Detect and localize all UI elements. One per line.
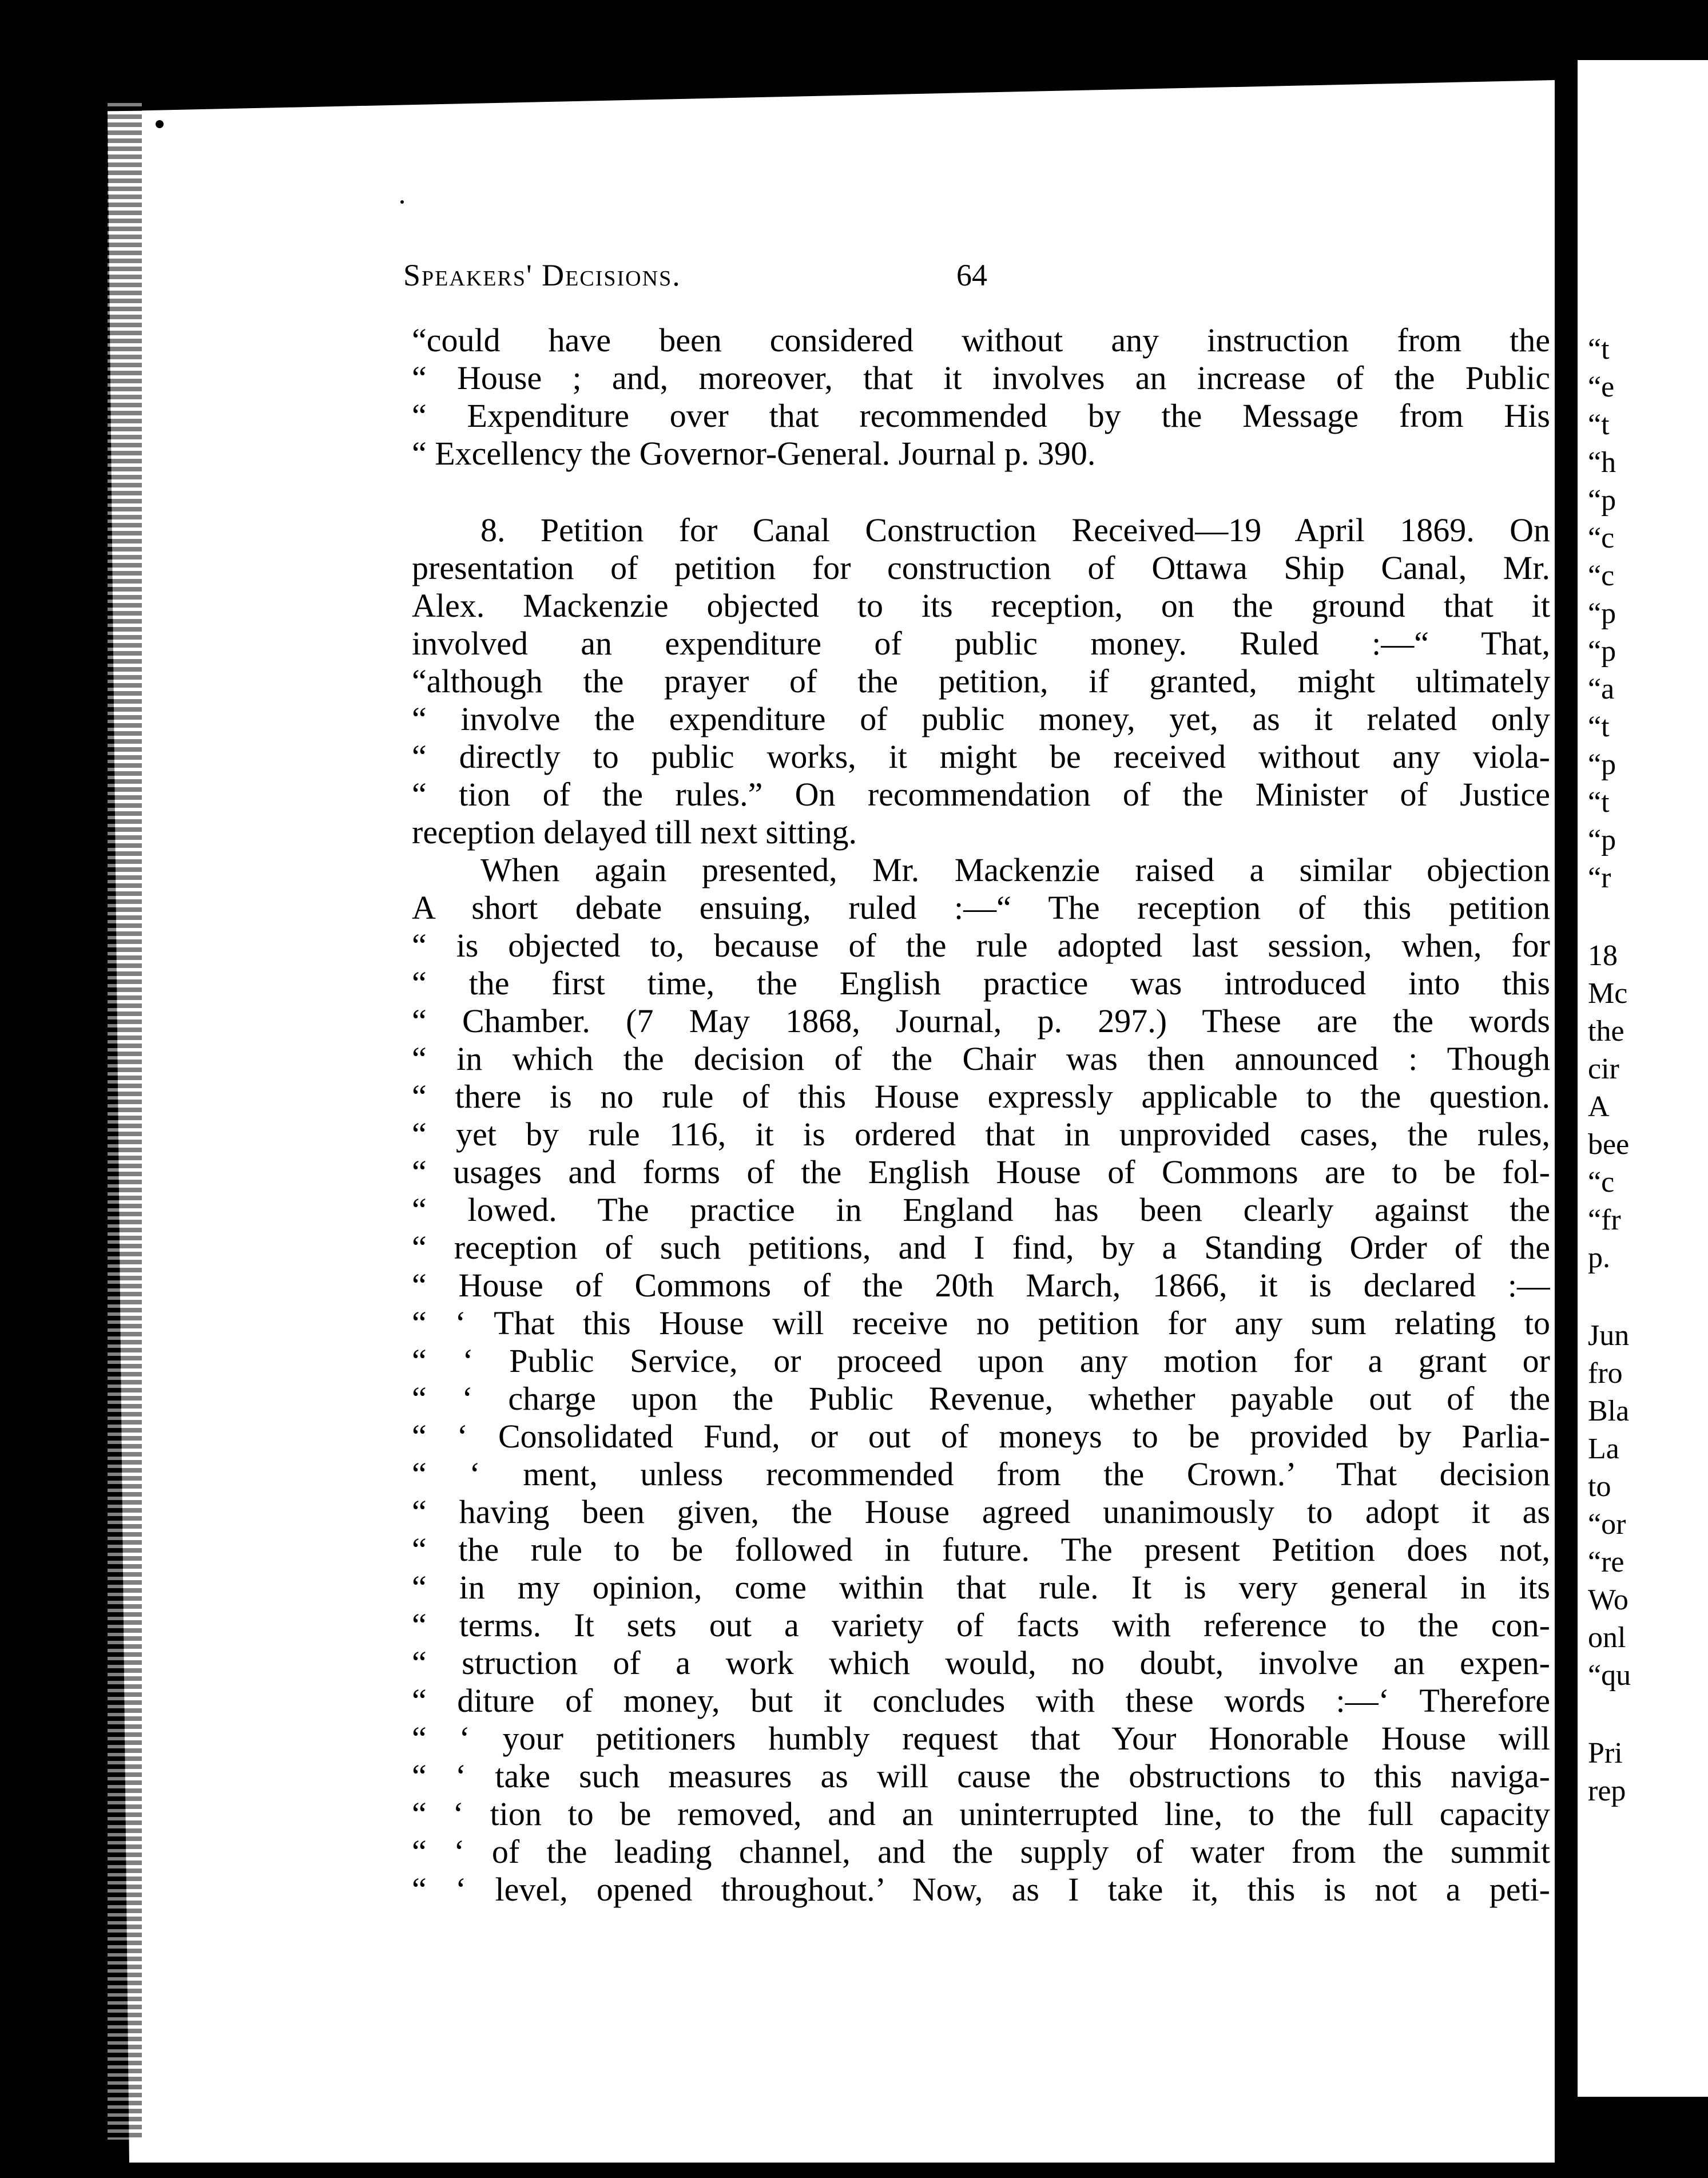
text-line: Alex. Mackenzie objected to its reception, on the ground that it	[412, 587, 1550, 624]
adjacent-page-fragment: “c	[1588, 1166, 1615, 1199]
page-title: Speakers' Decisions.	[403, 258, 681, 292]
adjacent-page-fragment: “p	[1588, 635, 1616, 668]
text-line: “ usages and forms of the English House of Commons are to be fol-	[412, 1153, 1550, 1191]
adjacent-page-fragment: “p	[1588, 597, 1616, 630]
text-line: “ ‘ Public Service, or proceed upon any motion for a grant or	[412, 1342, 1550, 1379]
adjacent-page-fragment: “p	[1588, 748, 1616, 781]
text-line: “ Chamber. (7 May 1868, Journal, p. 297.) These are the words	[412, 1002, 1550, 1040]
adjacent-page-fragment: p.	[1588, 1241, 1610, 1274]
adjacent-page-fragment: “c	[1588, 560, 1615, 592]
text-line: “ is objected to, because of the rule adopted last session, when, for	[412, 927, 1550, 964]
adjacent-page-fragment: “or	[1588, 1508, 1626, 1541]
text-line: “ in which the decision of the Chair was then announced : Though	[412, 1040, 1550, 1077]
ink-speck	[887, 85, 891, 89]
adjacent-page-fragment: Wo	[1588, 1584, 1628, 1616]
adjacent-page-fragment: onl	[1588, 1621, 1626, 1654]
text-line: “ terms. It sets out a variety of facts with reference to the con-	[412, 1606, 1550, 1644]
gutter	[1555, 60, 1578, 2178]
text-line: “ ‘ take such measures as will cause the obstructions to this naviga-	[412, 1758, 1550, 1795]
text-line: A short debate ensuing, ruled :—“ The reception of this petition	[412, 889, 1550, 926]
adjacent-page-fragment: “a	[1588, 673, 1615, 705]
text-line: “ ‘ tion to be removed, and an uninterrupted line, to the full capacity	[412, 1795, 1550, 1832]
adjacent-page-fragment: “e	[1588, 371, 1615, 403]
text-line: “ diture of money, but it concludes with these words :—‘ Therefore	[412, 1682, 1550, 1719]
adjacent-page-fragment: “t	[1588, 408, 1610, 441]
adjacent-page-fragment: Jun	[1588, 1319, 1630, 1352]
text-line: “ Excellency the Governor-General. Journal p. 390.	[412, 435, 1096, 472]
ink-speck	[400, 200, 404, 204]
adjacent-page-fragment: “h	[1588, 446, 1616, 479]
text-line: reception delayed till next sitting.	[412, 814, 857, 851]
text-line: “ involve the expenditure of public money, yet, as it related only	[412, 700, 1550, 737]
adjacent-page-fragment: Bla	[1588, 1395, 1630, 1427]
adjacent-page-fragment: “p	[1588, 824, 1616, 856]
body-text	[412, 322, 1550, 1909]
adjacent-page-fragment: 18	[1588, 939, 1618, 972]
adjacent-page-fragment: “r	[1588, 862, 1611, 894]
text-line: “ ‘ ment, unless recommended from the Crown.’ That decision	[412, 1455, 1550, 1493]
adjacent-page-fragment: fro	[1588, 1357, 1623, 1390]
text-line: “could have been considered without any instruction from the	[412, 322, 1550, 359]
text-line: “ the first time, the English practice was introduced into this	[412, 965, 1550, 1002]
adjacent-page-fragment: “p	[1588, 484, 1616, 517]
ink-speck	[156, 120, 164, 128]
adjacent-page-fragment: “t	[1588, 786, 1610, 819]
adjacent-page-fragment: the	[1588, 1015, 1624, 1048]
adjacent-page	[1578, 60, 1708, 2097]
text-line: When again presented, Mr. Mackenzie raised a similar objection	[480, 851, 1550, 888]
text-line: 8. Petition for Canal Construction Received—19 April 1869. On	[480, 511, 1550, 549]
adjacent-page-fragment: La	[1588, 1433, 1619, 1465]
text-line: “ there is no rule of this House expressly applicable to the question.	[412, 1078, 1550, 1115]
text-line: “ having been given, the House agreed unanimously to adopt it as	[412, 1493, 1550, 1530]
text-line: “ ‘ That this House will receive no petition for any sum relating to	[412, 1304, 1550, 1342]
text-line: “ House ; and, moreover, that it involves an increase of the Public	[412, 359, 1550, 396]
text-line: “although the prayer of the petition, if granted, might ultimately	[412, 662, 1550, 700]
adjacent-page-fragment: Mc	[1588, 977, 1628, 1010]
page-edge-shadow	[108, 103, 142, 2140]
text-line: “ in my opinion, come within that rule. It is very general in its	[412, 1569, 1550, 1606]
running-head	[403, 257, 681, 293]
text-line: presentation of petition for construction of Ottawa Ship Canal, Mr.	[412, 549, 1550, 586]
adjacent-page-fragment: to	[1588, 1470, 1611, 1503]
adjacent-page-fragment: bee	[1588, 1128, 1630, 1161]
adjacent-page-fragment: “c	[1588, 522, 1615, 554]
adjacent-page-fragment: Pri	[1588, 1737, 1623, 1770]
text-line: involved an expenditure of public money. Ruled :—“ That,	[412, 625, 1550, 662]
text-line: “ reception of such petitions, and I find, by a Standing Order of the	[412, 1229, 1550, 1266]
text-line: “ ‘ your petitioners humbly request that Your Honorable House will	[412, 1720, 1550, 1757]
text-line: “ the rule to be followed in future. The present Petition does not,	[412, 1531, 1550, 1568]
adjacent-page-fragment: “qu	[1588, 1659, 1631, 1692]
text-line: “ directly to public works, it might be received without any viola-	[412, 738, 1550, 775]
adjacent-page-fragment: A	[1588, 1090, 1610, 1123]
text-line: “ tion of the rules.” On recommendation of the Minister of Justice	[412, 776, 1550, 813]
adjacent-page-fragment: “re	[1588, 1546, 1624, 1578]
adjacent-page-fragment: “fr	[1588, 1204, 1621, 1236]
adjacent-page-fragment: “t	[1588, 333, 1610, 366]
text-line: “ ‘ Consolidated Fund, or out of moneys to be provided by Parlia-	[412, 1418, 1550, 1455]
text-line: “ yet by rule 116, it is ordered that in unprovided cases, the rules,	[412, 1116, 1550, 1153]
text-line: “ ‘ level, opened throughout.’ Now, as I take it, this is not a peti-	[412, 1871, 1550, 1908]
text-line: “ lowed. The practice in England has been clearly against the	[412, 1191, 1550, 1228]
text-line: “ struction of a work which would, no doubt, involve an expen-	[412, 1644, 1550, 1681]
adjacent-page-fragment: rep	[1588, 1775, 1626, 1807]
page-number: 64	[956, 258, 987, 292]
paragraph-gap	[412, 473, 1550, 511]
adjacent-page-fragment: “t	[1588, 711, 1610, 743]
text-line: “ ‘ charge upon the Public Revenue, whether payable out of the	[412, 1380, 1550, 1417]
text-line: “ ‘ of the leading channel, and the supply of water from the summit	[412, 1833, 1550, 1870]
adjacent-page-fragment: cir	[1588, 1053, 1619, 1085]
text-line: “ Expenditure over that recommended by the Message from His	[412, 397, 1550, 434]
text-line: “ House of Commons of the 20th March, 1866, it is declared :—	[412, 1267, 1550, 1304]
